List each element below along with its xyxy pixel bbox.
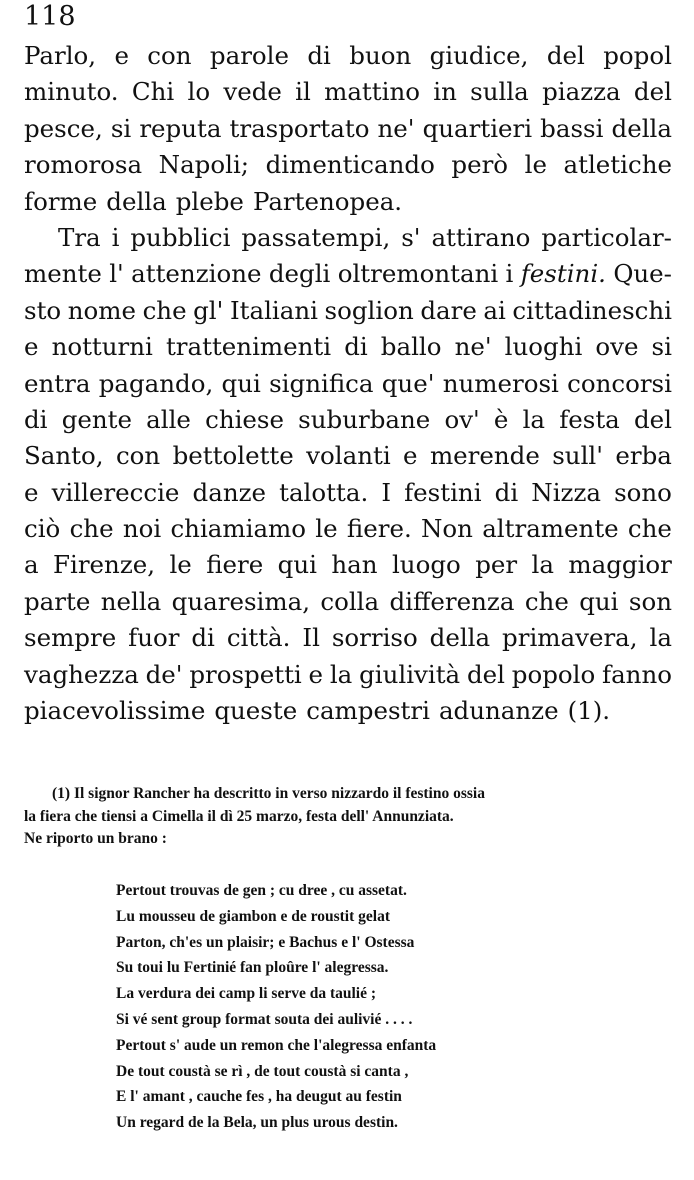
poem-line: Su toui lu Fertinié fan ploûre l' alegressa. <box>116 959 389 977</box>
text-line: a Firenze, le fiere qui han luogo per la maggior <box>24 550 672 580</box>
footnote-line: la fiera che tiensi a Cimella il dì 25 marzo, festa dell' Annunziata. <box>24 807 454 825</box>
text-line: piacevolissime queste campestri adunanze (1). <box>24 696 611 726</box>
text-line: forme della plebe Partenopea. <box>24 186 403 216</box>
text-line: di gente alle chiese suburbane ov' è la festa del <box>24 404 672 434</box>
poem-line: Si vé sent group format souta dei aulivié . . . . <box>116 1010 413 1028</box>
main-text <box>24 38 672 729</box>
poem-line: De tout coustà se rì , de tout coustà si canta , <box>116 1062 409 1080</box>
footnote-poem <box>116 878 656 1136</box>
poem-line: E l' amant , cauche fes , ha deugut au festin <box>116 1088 402 1106</box>
text-line: e notturni trattenimenti di ballo ne' luoghi ove si <box>24 332 672 362</box>
text-line: pesce, si reputa trasportato ne' quartieri bassi della <box>24 113 672 143</box>
text-line: mente l' attenzione degli oltremontani i festini. Que- <box>24 256 672 292</box>
poem-line: Pertout trouvas de gen ; cu dree , cu assetat. <box>116 882 407 899</box>
poem-line: Parton, ch'es un plaisir; e Bachus e l' Ostessa <box>116 933 415 951</box>
text-line: Parlo, e con parole di buon giudice, del popol <box>24 41 672 70</box>
hyphenated-tail: Que- <box>613 259 672 289</box>
text-line: romorosa Napoli; dimenticando però le atletiche <box>24 150 672 180</box>
poem-line: Un regard de la Bela, un plus urous destin. <box>116 1114 398 1132</box>
text-line: Tra i pubblici passatempi, s' attirano particolar- <box>58 222 672 252</box>
text-line: minuto. Chi lo vede il mattino in sulla piazza del <box>24 77 672 107</box>
poem-line: Lu mousseu de giambon e de roustit gelat <box>116 907 390 925</box>
poem-line: Pertout s' aude un remon che l'alegressa enfanta <box>116 1036 437 1054</box>
page-number: 118 <box>24 1 76 32</box>
poem-line: La verdura dei camp li serve da taulié ; <box>116 985 377 1003</box>
footnote-line: Ne riporto un brano : <box>24 830 167 847</box>
text-line: sempre fuor di città. Il sorriso della primavera, la <box>24 623 672 653</box>
text-line: parte nella quaresima, colla differenza che qui son <box>24 586 672 616</box>
text-line: Santo, con bettolette volanti e merende sull' erba <box>24 441 672 471</box>
text-line: vaghezza de' prospetti e la giulività del popolo fanno <box>24 659 672 689</box>
text-line: sto nome che gl' Italiani soglion dare ai cittadineschi <box>24 295 672 325</box>
footnote-line: (1) Il signor Rancher ha descritto in verso nizzardo il festino ossia <box>52 785 485 802</box>
italic-term: festini. <box>520 259 606 289</box>
text-line: ciò che noi chiamiamo le fiere. Non altramente che <box>24 514 672 544</box>
footnote <box>24 783 674 851</box>
text-line: e villereccie danze talotta. I festini di Nizza sono <box>24 477 672 507</box>
text-line: entra pagando, qui significa que' numerosi concorsi <box>24 368 672 398</box>
